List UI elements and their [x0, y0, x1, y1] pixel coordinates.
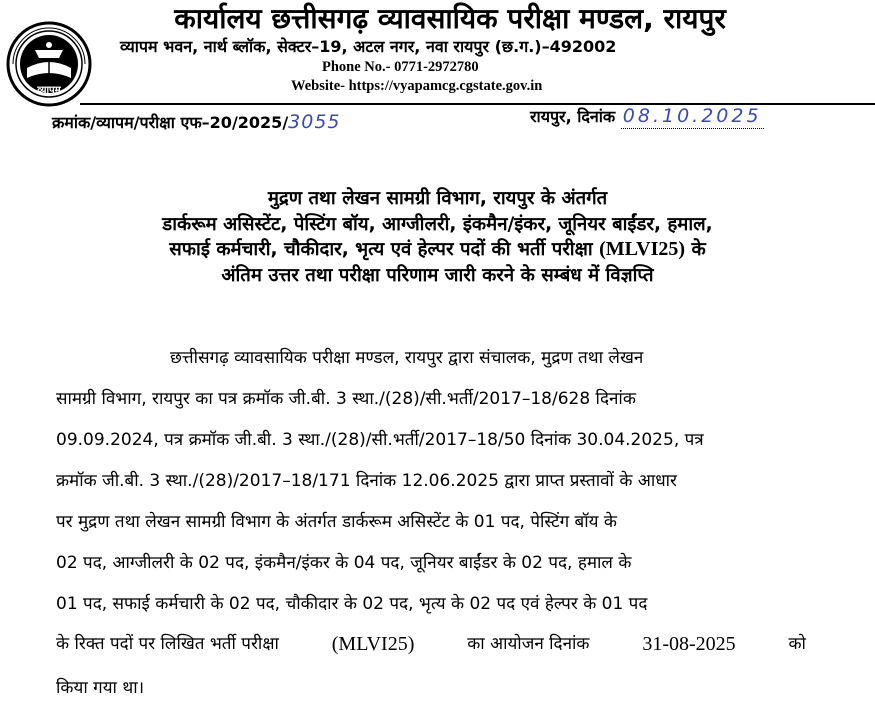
- reference-number: [52, 110, 341, 135]
- subject-line-4: अंतिम उत्तर तथा परीक्षा परिणाम जारी करने के सम्बंध में विज्ञप्ति: [221, 264, 654, 286]
- place-date: [530, 104, 764, 129]
- exam-code: (MLVI25): [599, 238, 686, 260]
- body-line-7: 01 पद, सफाई कर्मचारी के 02 पद, चौकीदार के 02 पद, भृत्य के 02 पद एवं हेल्पर के 01 पद: [56, 594, 648, 614]
- reference-number-handwritten: 3055: [288, 111, 341, 133]
- body-line-2: सामग्री विभाग, रायपुर का पत्र क्रमॉक जी.बी. 3 स्था./(28)/सी.भर्ती/2017–18/628 दिनांक: [56, 389, 636, 409]
- date-handwritten: 08.10.2025: [622, 105, 762, 127]
- exam-code-body: (MLVI25): [331, 633, 415, 655]
- exam-date: 31-08-2025: [642, 633, 736, 655]
- organization-website[interactable]: Website- https://vyapamcg.cgstate.gov.in: [291, 78, 543, 94]
- body-line-1: छत्तीसगढ़ व्यावसायिक परीक्षा मण्डल, रायपुर द्वारा संचालक, मुद्रण तथा लेखन: [170, 348, 644, 368]
- body-line-6: 02 पद, आग्जीलरी के 02 पद, इंकमैन/इंकर के 04 पद, जूनियर बाईंडर के 02 पद, हमाल के: [56, 553, 632, 573]
- body-line-4: क्रमॉक जी.बी. 3 स्था./(28)/2017–18/171 दिनांक 12.06.2025 द्वारा प्राप्त प्रस्तावों के आधार: [56, 471, 678, 491]
- body-line-3: 09.09.2024, पत्र क्रमॉक जी.बी. 3 स्था./(28)/सी.भर्ती/2017–18/50 दिनांक 30.04.2025, पत्र: [56, 430, 704, 450]
- subject-line-1: मुद्रण तथा लेखन सामग्री विभाग, रायपुर के अंतर्गत: [267, 188, 608, 209]
- reference-number-prefix: क्रमांक/व्यापम/परीक्षा एफ–20/2025/: [52, 113, 289, 132]
- body-line-9: किया गया था।: [56, 678, 145, 698]
- subject-line-2: डार्करूम असिस्टेंट, पेस्टिंग बॉय, आग्जीलरी, इंकमैन/इंकर, जूनियर बाईंडर, हमाल,: [162, 213, 713, 235]
- svg-text:व्यापम: व्यापम: [37, 85, 61, 96]
- organization-name: कार्यालय छत्तीसगढ़ व्यावसायिक परीक्षा मण्डल, रायपुर: [174, 2, 726, 35]
- vyapam-logo-icon: [5, 20, 93, 108]
- place-date-label: रायपुर, दिनांक: [530, 107, 616, 126]
- body-line-8: के रिक्त पदों पर लिखित भर्ती परीक्षा (MLVI25) का आयोजन दिनांक 31-08-2025 को: [56, 633, 806, 655]
- organization-phone: Phone No.- 0771-2972780: [322, 59, 479, 75]
- notice-subject: [40, 186, 835, 288]
- organization-address: व्यापम भवन, नार्थ ब्लॉक, सेक्टर–19, अटल नगर, नवा रायपुर (छ.ग.)–492002: [120, 37, 617, 56]
- body-line-5: पर मुद्रण तथा लेखन सामग्री विभाग के अंतर्गत डार्करूम असिस्टेंट के 01 पद, पेस्टिंग बॉय के: [56, 512, 617, 532]
- subject-line-3: सफाई कर्मचारी, चौकीदार, भृत्य एवं हेल्पर पदों की भर्ती परीक्षा (MLVI25) के: [169, 238, 706, 260]
